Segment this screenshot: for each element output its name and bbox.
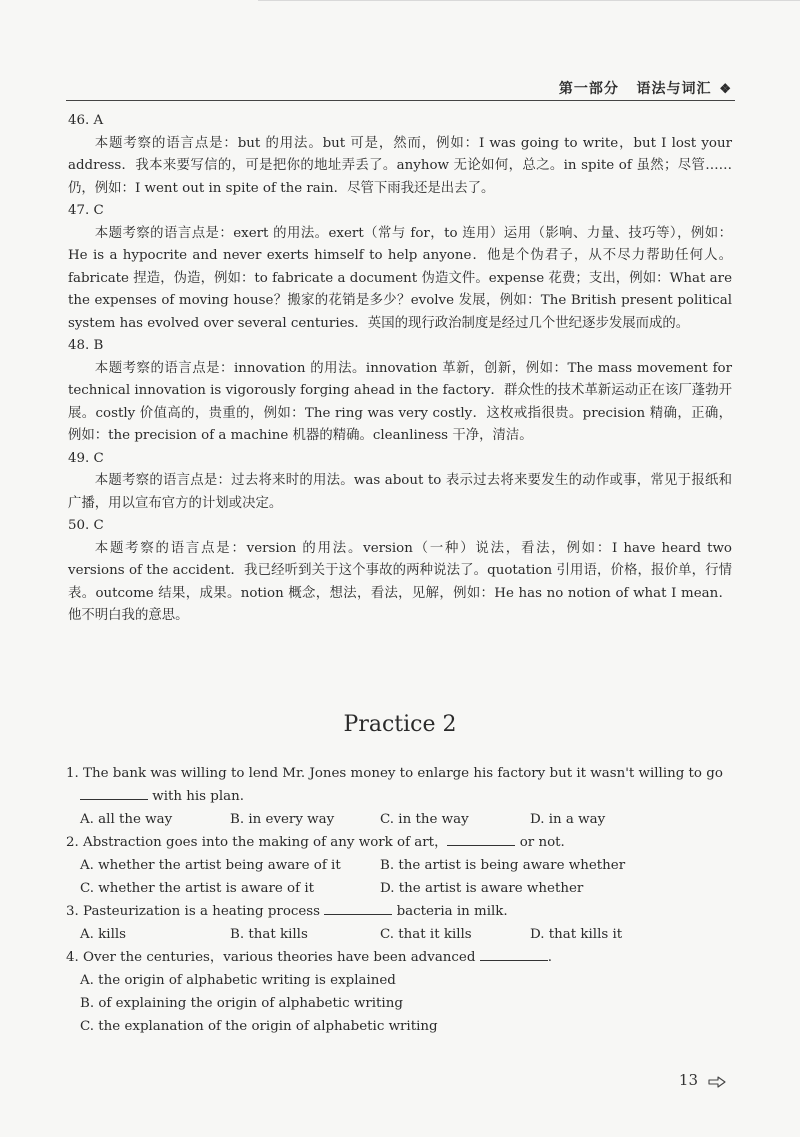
answer-blank [447,833,515,846]
answer-item [68,200,732,335]
option-row [66,854,736,877]
question-stem: 2. Abstraction goes into the making of any work of art， or not. [66,835,565,850]
answer-explanation: 本题考察的语言点是：innovation 的用法。innovation 革新，创新，例如：The mass movement for technical innovation is vigorously forging ahead in the factory．群众性的技术革新运动正在该厂蓬勃开展。costly 价值高的，贵重的，例如：The ring was very costly．这枚戒指很贵。precision 精确，正确，例如：the precision of a machine 机器的精确。cleanliness 干净，清洁。 [68,360,732,443]
answer-blank [480,948,548,961]
answer-blank [80,787,148,800]
question-stem-continued: with his plan. [66,785,736,808]
option-row [66,808,736,831]
option: A. kills [80,927,127,942]
question-stem: 3. Pasteurization is a heating process bacteria in milk. [66,904,508,919]
option: B. of explaining the origin of alphabetic writing [80,996,403,1011]
running-header [559,78,732,98]
question-item [66,900,736,946]
answer-number: 50. C [68,518,104,533]
practice-title: Practice 2 [343,712,457,737]
option: C. the explanation of the origin of alphabetic writing [80,1019,438,1034]
option: A. all the way [80,812,173,827]
question-item [66,831,736,900]
answer-item [68,515,732,628]
header-title: 语法与词汇 [636,81,712,97]
option: B. the artist is being aware whether [380,858,626,873]
answer-number: 49. C [68,450,104,466]
answer-blank [324,902,392,915]
page-number: 13 [678,1071,698,1089]
question-stem: 4. Over the centuries，various theories have been advanced . [66,950,552,965]
option: B. in every way [230,812,335,827]
question-item [66,762,736,831]
header-divider [66,100,735,101]
header-section: 第一部分 [558,81,619,97]
practice-questions [66,762,736,1038]
option: D. the artist is aware whether [380,881,584,896]
answer-item [68,335,732,448]
option: A. the origin of alphabetic writing is explained [80,973,396,988]
option: D. in a way [530,812,606,827]
page-footer [679,1071,726,1089]
answer-number: 47. C [68,203,104,218]
answer-number: 46. A [68,113,104,128]
answer-explanation: 本题考察的语言点是：version 的用法。version（一种）说法，看法，例如：I have heard two versions of the accident．我已经听到关于这个事故的两种说法了。quotation 引用语，价格，报价单，行情表。outcome 结果，成果。notion 概念，想法，看法，见解，例如：He has no notion of what I mean．他不明白我的意思。 [68,540,732,623]
option-row [66,877,736,900]
answer-explanation: 本题考察的语言点是：exert 的用法。exert（常与 for，to 连用）运用（影响、力量、技巧等），例如：He is a hypocrite and never exerts himself to help anyone．他是个伪君子，从不尽力帮助任何人。fabricate 捏造，伪造，例如：to fabricate a document 伪造文件。expense 花费；支出，例如：What are the expenses of moving house？搬家的花销是多少？evolve 发展，例如：The British present political system has evolved over several centuries．英国的现行政治制度是经过几个世纪逐步发展而成的。 [68,225,732,331]
option: B. that kills [230,927,308,942]
answer-explanations [68,110,732,628]
option: C. that it kills [380,927,472,942]
diamond-icon: ❖ [719,82,732,97]
question-item [66,946,736,1038]
answer-item [68,448,732,516]
option: C. in the way [380,812,469,827]
option: D. that kills it [530,927,623,942]
option: A. whether the artist being aware of it [80,858,341,873]
answer-number: 48. B [68,338,104,353]
question-stem: 1. The bank was willing to lend Mr. Jones money to enlarge his factory but it wasn't willing to go [66,766,723,781]
answer-item [68,110,732,200]
top-edge-line [258,0,800,1]
answer-explanation: 本题考察的语言点是：but 的用法。but 可是，然而，例如：I was going to write，but I lost your address．我本来要写信的，可是把你的地址弄丢了。anyhow 无论如何，总之。in spite of 虽然；尽管……仍，例如：I went out in spite of the rain．尽管下雨我还是出去了。 [68,135,732,196]
option-row [66,923,736,946]
answer-explanation: 本题考察的语言点是：过去将来时的用法。was about to 表示过去将来要发生的动作或事，常见于报纸和广播，用以宣布官方的计划或决定。 [68,473,732,511]
option: C. whether the artist is aware of it [80,881,314,896]
arrow-right-icon[interactable] [708,1074,726,1086]
